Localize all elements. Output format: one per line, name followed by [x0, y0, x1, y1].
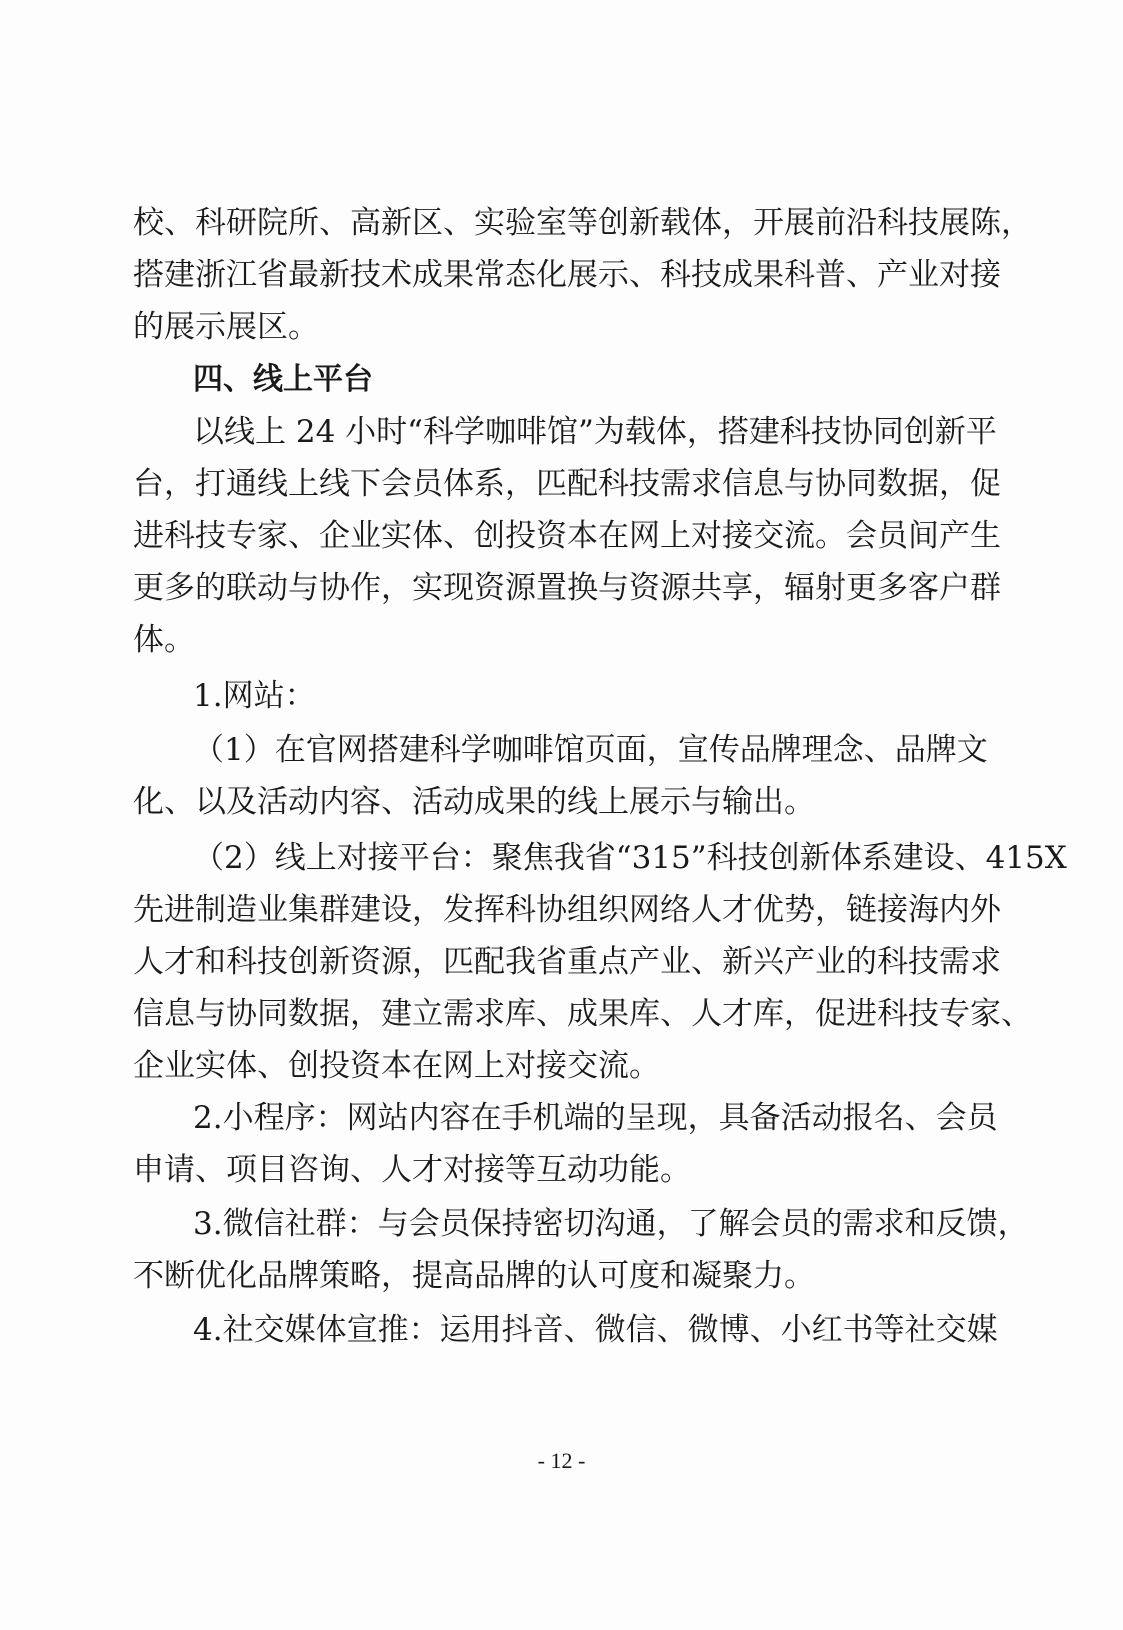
text-line: 以线上 24 小时“科学咖啡馆”为载体，搭建科技协同创新平: [193, 414, 997, 450]
text-line: 2.小程序：网站内容在手机端的呈现，具备活动报名、会员: [193, 1100, 998, 1136]
text-line: 3.微信社群：与会员保持密切沟通，了解会员的需求和反馈，: [193, 1206, 1029, 1242]
text-line: （2）线上对接平台：聚焦我省“315”科技创新体系建设、415X: [193, 840, 1067, 876]
text-line: 4.社交媒体宣推：运用抖音、微信、微博、小红书等社交媒: [193, 1312, 998, 1348]
text-line: （1）在官网搭建科学咖啡馆页面，宣传品牌理念、品牌文: [193, 732, 988, 768]
text-line: 申请、项目咨询、人才对接等互动功能。: [133, 1152, 691, 1188]
text-line: 的展示展区。: [133, 309, 319, 345]
text-line: 先进制造业集群建设，发挥科协组织网络人才优势，链接海内外: [133, 892, 1001, 928]
text-line: 搭建浙江省最新技术成果常态化展示、科技成果科普、产业对接: [133, 257, 1001, 293]
text-line: 台，打通线上线下会员体系，匹配科技需求信息与协同数据，促: [133, 466, 1001, 502]
text-line: 校、科研院所、高新区、实验室等创新载体，开展前沿科技展陈，: [133, 205, 1032, 241]
page-number: - 12 -: [537, 1448, 586, 1473]
text-line: 化、以及活动内容、活动成果的线上展示与输出。: [133, 784, 815, 820]
text-line: 不断优化品牌策略，提高品牌的认可度和凝聚力。: [133, 1258, 815, 1294]
text-line: 企业实体、创投资本在网上对接交流。: [133, 1048, 660, 1084]
text-line: 更多的联动与协作，实现资源置换与资源共享，辐射更多客户群: [133, 570, 1001, 606]
text-line: 体。: [133, 622, 195, 658]
text-line: 人才和科技创新资源，匹配我省重点产业、新兴产业的科技需求: [133, 944, 1001, 980]
subheading-website: 1.网站：: [193, 678, 316, 714]
section-heading: 四、线上平台: [193, 362, 373, 397]
text-line: 进科技专家、企业实体、创投资本在网上对接交流。会员间产生: [133, 518, 1001, 554]
text-line: 信息与协同数据，建立需求库、成果库、人才库，促进科技专家、: [133, 996, 1032, 1032]
